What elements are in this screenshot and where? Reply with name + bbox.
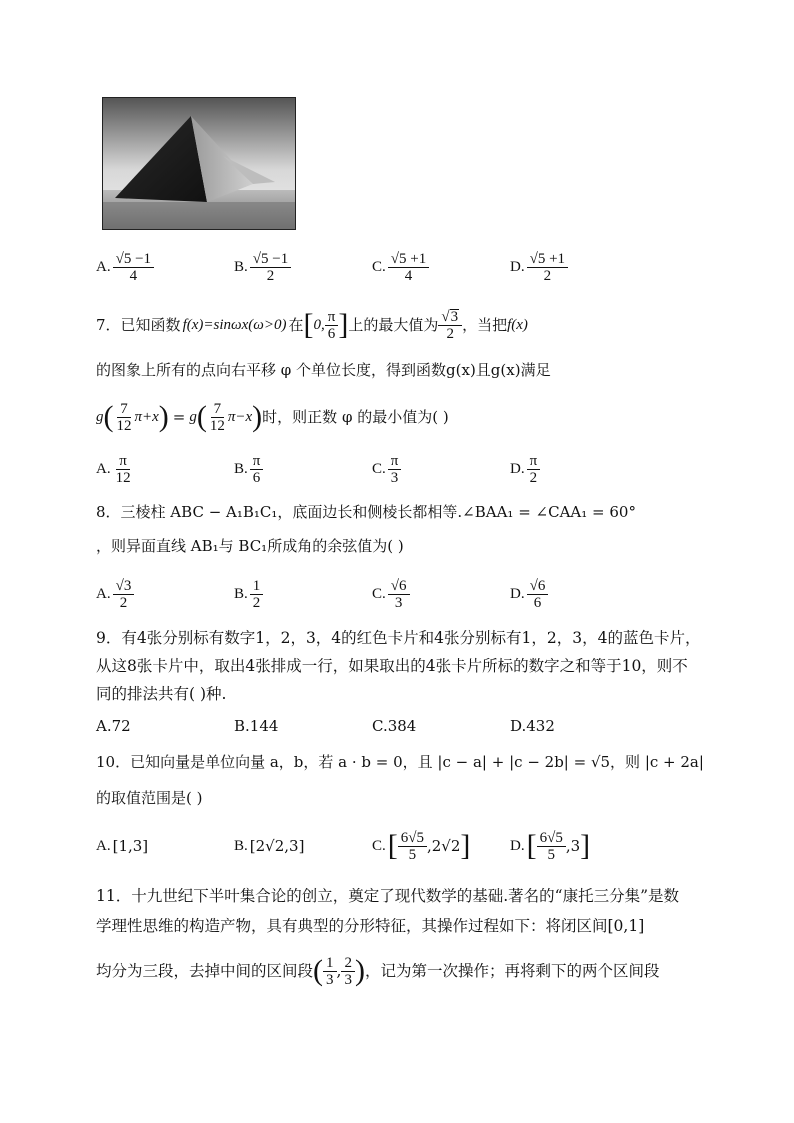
q7-option-b[interactable]: B. $\frac{\pi}{6}$: [234, 449, 263, 489]
q10-option-a[interactable]: A. [1,3]: [96, 837, 149, 855]
q6-option-a[interactable]: A. $\frac{√5 -1}{4}$: [96, 247, 154, 287]
two-thirds: $\frac{2}{3}$: [341, 955, 355, 988]
comma: ,: [336, 962, 342, 980]
option-fraction: $\frac{√6}{3}$: [388, 578, 410, 611]
q9-option-b[interactable]: B.144: [234, 717, 279, 735]
q10-option-b[interactable]: B. [2√2,3]: [234, 837, 305, 855]
q9-line-3: 同的排法共有( )种.: [96, 685, 227, 703]
option-fraction: $\frac{√5 -1}{4}$: [113, 251, 154, 284]
option-fraction: $\frac{1}{2}$: [250, 578, 264, 611]
option-fraction: $\frac{\pi}{6}$: [250, 453, 264, 486]
q6-option-d[interactable]: D. $\frac{√5 +1}{2}$: [510, 247, 568, 287]
q9-paragraph: [96, 624, 700, 708]
one-third: $\frac{1}{3}$: [323, 955, 337, 988]
option-fraction: $\frac{\pi}{3}$: [388, 453, 402, 486]
q8-line-2: ，则异面直线 AB₁与 BC₁所成角的余弦值为( ): [96, 537, 404, 555]
option-fraction: $\frac{√5 -1}{2}$: [250, 251, 291, 284]
pyramid-image: [103, 98, 295, 229]
option-fraction: $\frac{√5 +1}{2}$: [527, 251, 568, 284]
q7-option-d[interactable]: D. $\frac{\pi}{2}$: [510, 449, 540, 489]
option-fraction: $\frac{\pi}{12}$: [115, 452, 131, 486]
q11-paragraph: [96, 882, 700, 940]
q10-line-2: 的取值范围是( ): [96, 789, 203, 807]
q8-line-1: 8．三棱柱 ABC − A₁B₁C₁，底面边长和侧棱长都相等.∠BAA₁ = ∠CAA₁ = 60°: [96, 503, 636, 521]
pyramid-photo: [102, 97, 296, 230]
option-fraction: $\frac{6√5}{5}$: [537, 830, 566, 863]
seven-twelfths: $\frac{7}{12}$: [209, 400, 225, 434]
option-fraction: $\frac{6√5}{5}$: [398, 830, 427, 863]
q7-line-1: 7． 已知函数 f(x)=sinωx(ω>0) 在 [ 0, $\frac{\pi}{6}$ ] 上的最大值为 √ 3 2 ，当把 f(x): [96, 308, 528, 342]
q11-line-1: 11．十九世纪下半叶集合论的创立，奠定了现代数学的基础.著名的“康托三分集”是数: [96, 887, 680, 905]
q9-line-2: 从这8张卡片中，取出4张排成一行，如果取出的4张卡片所标的数字之和等于10，则不: [96, 657, 688, 675]
q9-options: [96, 712, 656, 740]
q8-option-d[interactable]: D. $\frac{√6}{6}$: [510, 574, 548, 614]
q11-line-3: 均分为三段，去掉中间的区间段 ( $\frac{1}{3}$ , $\frac{2}{3}$ ) ，记为第一次操作；再将剩下的两个区间段: [96, 954, 660, 988]
option-fraction: $\frac{√6}{6}$: [527, 578, 549, 611]
option-fraction: $\frac{√5 +1}{4}$: [388, 251, 429, 284]
q7-option-c[interactable]: C. $\frac{\pi}{3}$: [372, 449, 401, 489]
q7-line-3: g ( $\frac{7}{12}$ π+x ) = g ( $\frac{7}{12}$ π−x ) 时，则正数 φ 的最小值为( ): [96, 400, 449, 434]
seven-twelfths: $\frac{7}{12}$: [116, 400, 132, 434]
q9-option-c[interactable]: C.384: [372, 717, 417, 735]
q10-options: [96, 826, 656, 866]
q7-option-a[interactable]: A. $\frac{\pi}{12}$: [96, 449, 134, 489]
q9-option-a[interactable]: A.72: [96, 717, 131, 735]
q8-option-a[interactable]: A. $\frac{√3}{2}$: [96, 574, 134, 614]
q10-option-c[interactable]: C. [ $\frac{6√5}{5}$ ,2√2 ]: [372, 829, 471, 863]
q7-line-2: 的图象上所有的点向右平移 φ 个单位长度，得到函数g(x)且g(x)满足: [96, 361, 551, 379]
option-fraction: $\frac{\pi}{2}$: [527, 453, 541, 486]
right-bracket: ]: [338, 308, 349, 341]
q9-line-1: 9．有4张分别标有数字1，2，3，4的红色卡片和4张分别标有1，2，3，4的蓝色卡片，: [96, 629, 701, 647]
option-fraction: $\frac{√3}{2}$: [113, 578, 135, 611]
q10-option-d[interactable]: D. [ $\frac{6√5}{5}$ ,3 ]: [510, 829, 591, 863]
interval-fraction: $\frac{\pi}{6}$: [325, 309, 339, 342]
max-value-fraction: √ 3 2: [438, 309, 462, 342]
q7-options: [96, 449, 656, 489]
q6-options: [96, 247, 656, 287]
q9-option-d[interactable]: D.432: [510, 717, 555, 735]
q8-option-b[interactable]: B. $\frac{1}{2}$: [234, 574, 263, 614]
q6-option-b[interactable]: B. $\frac{√5 -1}{2}$: [234, 247, 291, 287]
q8-option-c[interactable]: C. $\frac{√6}{3}$: [372, 574, 410, 614]
q10-line-1: 10．已知向量是单位向量 a，b，若 a · b = 0，且 |c − a| + |c − 2b| = √5，则 |c + 2a|: [96, 753, 704, 771]
q11-line-2: 学理性思维的构造产物，具有典型的分形特征，其操作过程如下：将闭区间[0,1]: [96, 917, 645, 935]
left-bracket: [: [303, 308, 314, 341]
q6-option-c[interactable]: C. $\frac{√5 +1}{4}$: [372, 247, 429, 287]
q8-options: [96, 574, 656, 614]
